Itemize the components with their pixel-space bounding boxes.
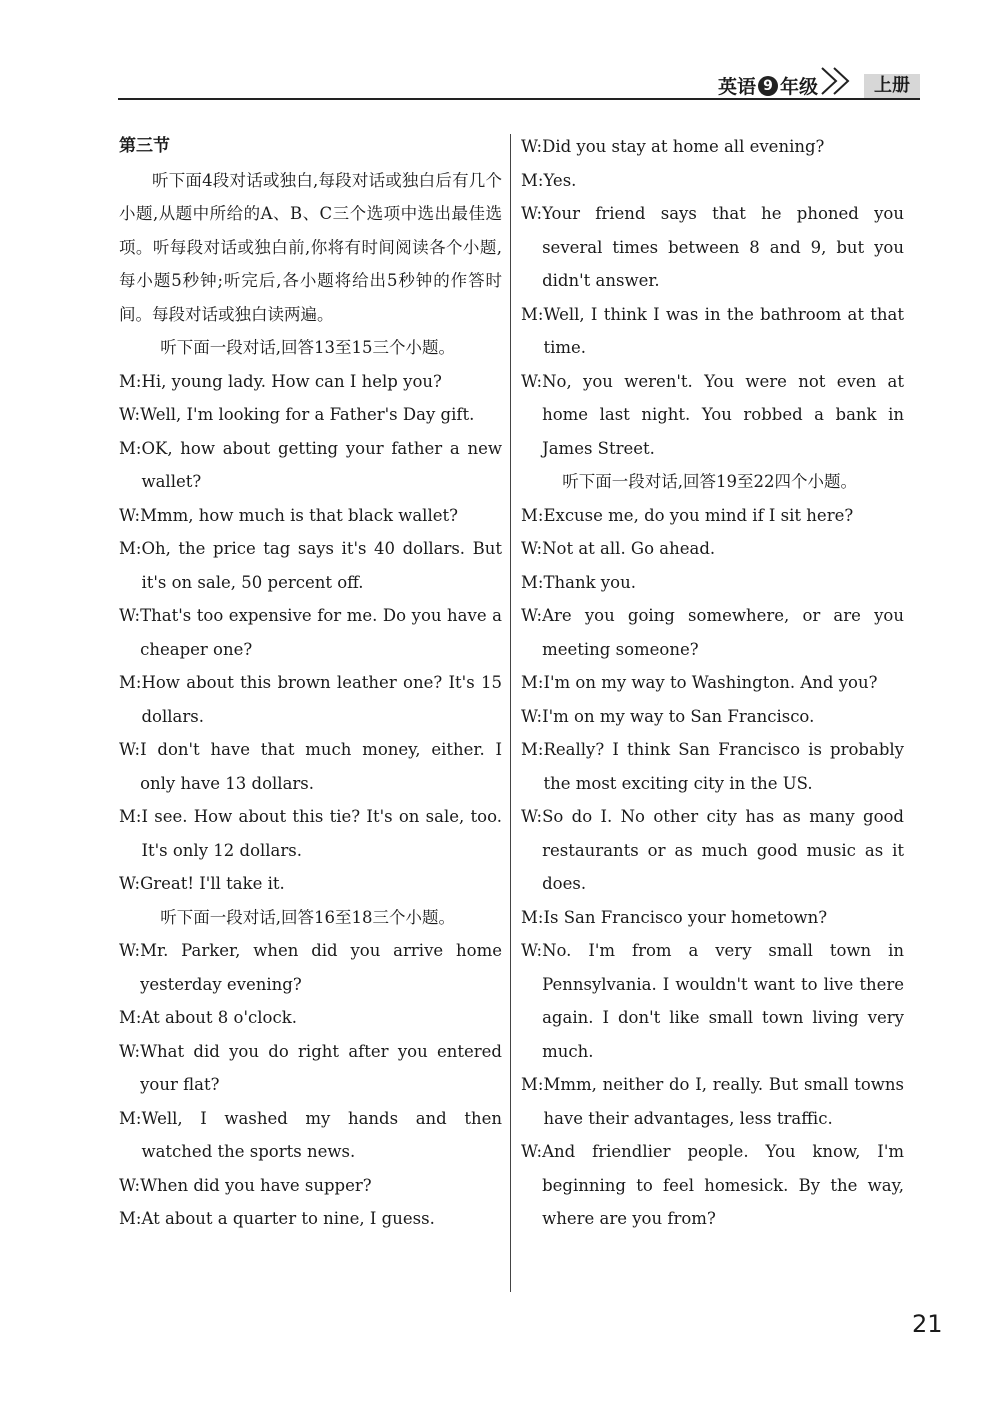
speaker-label: M:	[119, 371, 142, 391]
dialogue-text: Mr. Parker, when did you arrive home yesterday evening?	[140, 941, 502, 994]
dialogue-text: Well, I washed my hands and then watched the sports news.	[141, 1108, 502, 1161]
dialogue-text: No. I'm from a very small town in Pennsylvania. I wouldn't want to live there again. I don't like small town living very much.	[542, 941, 904, 1061]
speaker-label: W:	[521, 606, 543, 625]
dialogue-line	[119, 867, 502, 901]
dialogue-16-18-part2	[521, 130, 904, 465]
speaker-label: M:	[521, 304, 544, 324]
dialogue-text: At about 8 o'clock.	[141, 1008, 297, 1027]
dialogue-text: So do I. No other city has as many good restaurants or as much good music as it does.	[542, 807, 904, 893]
left-column	[119, 130, 502, 1236]
dialogue-line	[119, 532, 502, 599]
dialogue-text: Your friend says that he phoned you several times between 8 and 9, but you didn't answer.	[542, 204, 904, 290]
speaker-label: W:	[521, 371, 543, 391]
speaker-label: M:	[521, 740, 544, 759]
speaker-label: M:	[119, 1008, 142, 1027]
dialogue-line	[521, 666, 904, 700]
dialogue-text: What did you do right after you entered your flat?	[140, 1041, 502, 1094]
speaker-label: W:	[119, 740, 141, 759]
dialogue-text: How about this brown leather one? It's 15 dollars.	[141, 673, 502, 726]
speaker-label: M:	[521, 1075, 544, 1094]
dialogue-text: At about a quarter to nine, I guess.	[141, 1209, 435, 1228]
dialogue-text: Thank you.	[543, 572, 636, 592]
book-title	[718, 72, 818, 99]
speaker-label: M:	[119, 438, 142, 458]
column-divider	[510, 134, 511, 1292]
speaker-label: M:	[119, 807, 142, 826]
speaker-label: M:	[119, 1209, 142, 1228]
dialogue-line	[119, 934, 502, 1001]
dialogue-line	[521, 1068, 904, 1135]
dialogue-line	[521, 934, 904, 1068]
dialogue-line	[521, 197, 904, 298]
dialogue-line	[521, 566, 904, 600]
speaker-label: W:	[521, 941, 543, 960]
dialogue-text: I see. How about this tie? It's on sale, too. It's only 12 dollars.	[141, 807, 502, 860]
subject-label: 英语	[717, 76, 756, 98]
double-chevron-icon	[818, 64, 862, 98]
speaker-label: W:	[119, 874, 141, 893]
speaker-label: M:	[119, 673, 142, 692]
speaker-label: W:	[119, 405, 141, 424]
volume-tab: 上册	[864, 74, 920, 98]
dialogue-line	[119, 599, 502, 666]
page-header	[118, 66, 920, 100]
page-number: 21	[912, 1310, 943, 1338]
dialogue-line	[521, 365, 904, 466]
dialogue-text: OK, how about getting your father a new wallet?	[141, 438, 502, 491]
section-title: 第三节	[119, 136, 170, 156]
dialogue-13-15	[119, 365, 502, 901]
dialogue-line	[119, 1102, 502, 1169]
dialogue-line	[119, 666, 502, 733]
dialogue-line	[521, 800, 904, 901]
dialogue-line	[521, 1135, 904, 1236]
dialogue-text: Well, I think I was in the bathroom at that time.	[543, 304, 904, 357]
dialogue-line	[521, 298, 904, 365]
grade-badge: 9	[758, 76, 778, 96]
dialogue-19-22	[521, 499, 904, 1236]
speaker-label: M:	[521, 170, 544, 190]
speaker-label: W:	[521, 539, 543, 558]
dialogue-text: Great! I'll take it.	[140, 874, 285, 893]
dialogue-line	[119, 1001, 502, 1035]
speaker-label: W:	[521, 137, 543, 156]
dialogue-text: Hi, young lady. How can I help you?	[141, 371, 442, 391]
speaker-label: W:	[521, 1142, 543, 1161]
dialogue-line	[521, 599, 904, 666]
dialogue-text: Mmm, how much is that black wallet?	[140, 505, 458, 525]
speaker-label: W:	[119, 1041, 141, 1061]
dialogue-line	[119, 365, 502, 399]
speaker-label: W:	[119, 505, 141, 525]
speaker-label: M:	[521, 505, 544, 525]
dialogue-line	[119, 800, 502, 867]
dialogue-line	[119, 432, 502, 499]
speaker-label: W:	[119, 606, 141, 625]
dialogue-line	[521, 700, 904, 734]
grade-label: 年级	[779, 76, 818, 98]
question-lead-19-22: 听下面一段对话,回答19至22四个小题。	[562, 472, 857, 491]
dialogue-line	[521, 130, 904, 164]
dialogue-text: Is San Francisco your hometown?	[543, 907, 828, 927]
dialogue-line	[119, 1202, 502, 1236]
dialogue-text: Yes.	[543, 170, 577, 190]
dialogue-line	[521, 901, 904, 935]
speaker-label: W:	[119, 941, 141, 960]
dialogue-line	[119, 499, 502, 533]
speaker-label: M:	[119, 1108, 142, 1128]
dialogue-line	[119, 733, 502, 800]
dialogue-line	[521, 499, 904, 533]
speaker-label: W:	[521, 204, 543, 223]
dialogue-text: That's too expensive for me. Do you have a cheaper one?	[140, 606, 502, 659]
dialogue-line	[119, 1035, 502, 1102]
dialogue-16-18-part1	[119, 934, 502, 1236]
dialogue-text: Are you going somewhere, or are you meeting someone?	[542, 606, 904, 659]
dialogue-text: Really? I think San Francisco is probably the most exciting city in the US.	[543, 740, 904, 793]
speaker-label: W:	[521, 706, 543, 726]
dialogue-text: I'm on my way to San Francisco.	[542, 706, 815, 726]
dialogue-text: When did you have supper?	[140, 1175, 372, 1195]
dialogue-text: Well, I'm looking for a Father's Day gift.	[140, 405, 475, 424]
speaker-label: W:	[521, 807, 543, 826]
dialogue-text: No, you weren't. You were not even at home last night. You robbed a bank in James Street.	[542, 371, 904, 458]
dialogue-text: Not at all. Go ahead.	[542, 539, 716, 558]
dialogue-text: Mmm, neither do I, really. But small towns have their advantages, less traffic.	[543, 1075, 904, 1128]
speaker-label: M:	[521, 572, 544, 592]
question-lead-16-18: 听下面一段对话,回答16至18三个小题。	[160, 907, 455, 927]
question-lead-13-15: 听下面一段对话,回答13至15三个小题。	[160, 338, 455, 357]
dialogue-line	[119, 398, 502, 432]
dialogue-text: I'm on my way to Washington. And you?	[543, 673, 878, 692]
dialogue-line	[119, 1169, 502, 1203]
dialogue-line	[521, 164, 904, 198]
speaker-label: M:	[521, 673, 544, 692]
dialogue-text: And friendlier people. You know, I'm beginning to feel homesick. By the way, where are you from?	[542, 1142, 904, 1228]
dialogue-text: Oh, the price tag says it's 40 dollars. But it's on sale, 50 percent off.	[141, 539, 502, 592]
dialogue-line	[521, 532, 904, 566]
speaker-label: W:	[119, 1175, 141, 1195]
dialogue-line	[521, 733, 904, 800]
dialogue-text: Did you stay at home all evening?	[542, 137, 825, 156]
section-instructions: 听下面4段对话或独白,每段对话或独白后有几个小题,从题中所给的A、B、C三个选项中选出最佳选项。听每段对话或独白前,你将有时间阅读各个小题,每小题5秒钟;听完后,各小题将给出5秒钟的作答时间。每段对话或独白读两遍。	[119, 170, 502, 324]
speaker-label: M:	[119, 539, 142, 558]
header-rule	[118, 98, 920, 100]
right-column	[521, 130, 904, 1236]
dialogue-text: I don't have that much money, either. I only have 13 dollars.	[140, 740, 502, 793]
dialogue-text: Excuse me, do you mind if I sit here?	[543, 505, 854, 525]
speaker-label: M:	[521, 907, 544, 927]
